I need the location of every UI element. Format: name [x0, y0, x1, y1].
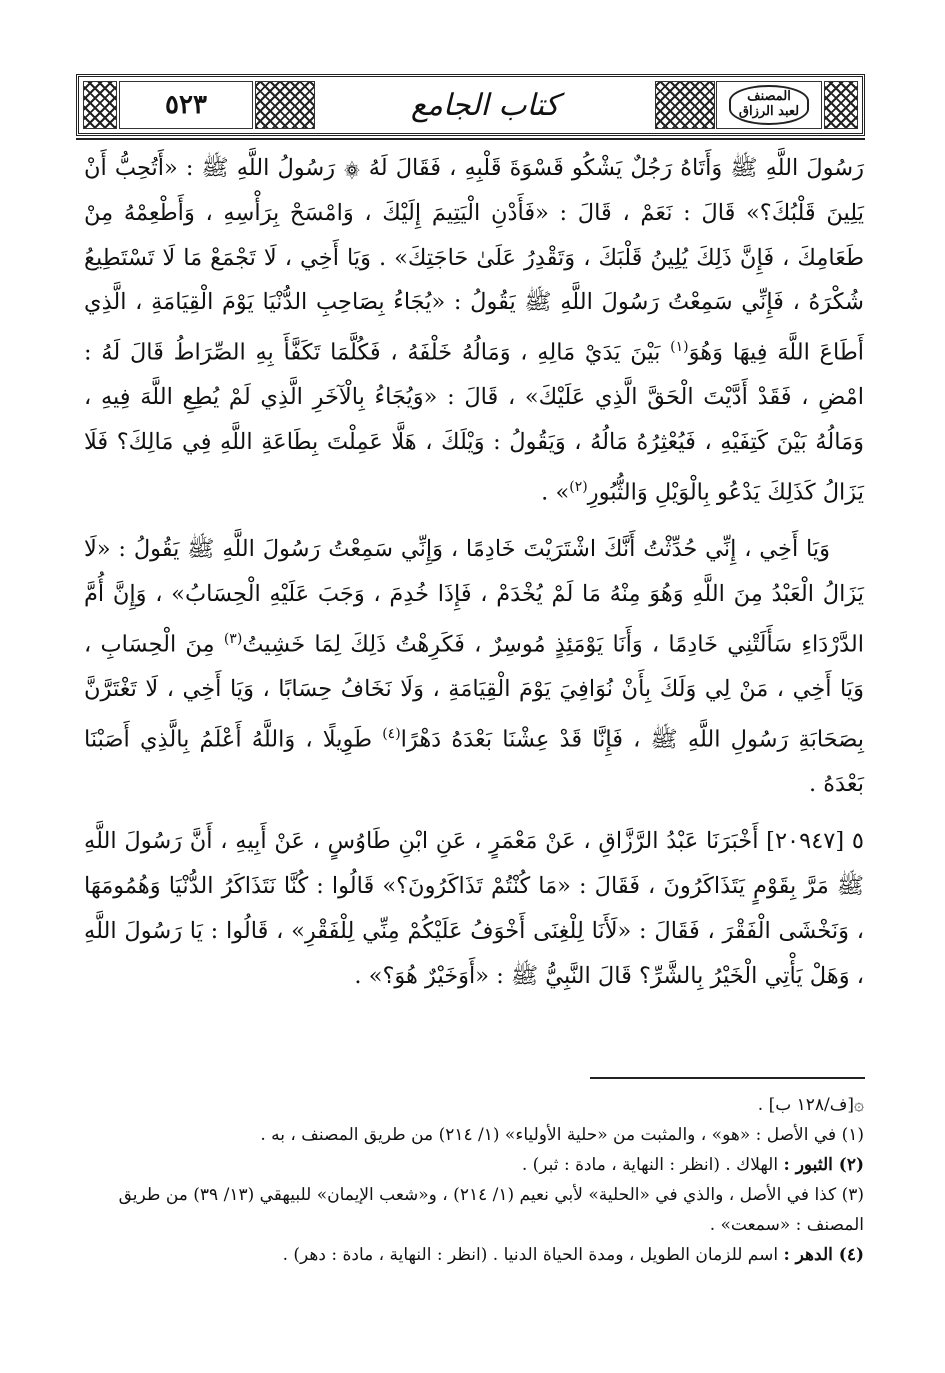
hadith-entry-text: ٥ [٢٠٩٤٧] أَخْبَرَنَا عَبْدُ الرَّزَّاقِ ، عَنْ مَعْمَرٍ ، عَنِ ابْنِ طَاوُسٍ ، عَنْ أَبِيهِ ، أَنَّ رَسُولَ اللَّهِ ﷺ مَرَّ بِقَوْمٍ يَتَذَاكَرُونَ ، فَقَالَ : «مَا كُنْتُمْ تَذَاكَرُونَ؟» قَالُوا : كُنَّا نَتَذَاكَرُ الدُّنْيَا وَهُمُومَهَا ، وَنَخْشَى الْفَقْرَ ، فَقَالَ : «لَأَنَا لِلْغِنَى أَخْوَفُ عَلَيْكُمْ مِنِّي لِلْفَقْرِ» ، قَالُوا : يَا رَسُولَ اللَّهِ ، وَهَلْ يَأْتِي الْخَيْرُ بِالشَّرِّ؟ قَالَ النَّبِيُّ ﷺ : «أَوَخَيْرٌ هُوَ؟» . [84, 828, 865, 989]
footnote-4 [84, 1240, 864, 1270]
paragraph-1-text-c: » . [541, 479, 570, 506]
footnote-4-text: اسم للزمان الطويل ، ومدة الحياة الدنيا . (انظر : النهاية ، مادة : دهر) . [282, 1245, 779, 1265]
seal-line-1: المصنف [747, 89, 791, 105]
paragraph-2-text-c: طَوِيلًا ، وَاللَّهُ أَعْلَمُ بِالَّذِي أَصَبْنَا بَعْدَهُ . [84, 726, 864, 798]
footnote-folio: ۞[ف/١٢٨ ب] . [757, 1095, 864, 1115]
paragraph-2 [84, 527, 864, 807]
footnote-mark-1: (١) [670, 339, 689, 356]
paragraph-2-text-b: مِنَ الْحِسَابِ ، وَيَا أَخِي ، مَنْ لِي وَلَكَ بِأَنْ نُوَافِيَ يَوْمَ الْقِيَامَةِ ، وَلَا نَخَافُ حِسَابًا ، وَيَا أَخِي ، لَا تَغْتَرَّنَّ بِصَحَابَةِ رَسُولِ اللَّهِ ﷺ ، فَإِنَّا قَدْ عِشْنَا بَعْدَهُ دَهْرًا [84, 631, 864, 753]
ornament-left [83, 81, 117, 129]
paragraph-2-text: وَيَا أَخِي ، إِنِّي حُدِّثْتُ أَنَّكَ اشْتَرَيْتَ خَادِمًا ، وَإِنِّي سَمِعْتُ رَسُولَ اللَّهِ ﷺ يَقُولُ : «لَا يَزَالُ الْعَبْدُ مِنَ اللَّهِ وَهُوَ مِنْهُ مَا لَمْ يُخْدَمْ ، فَإِذَا خُدِمَ ، وَجَبَ عَلَيْهِ الْحِسَابُ» ، وَإِنَّ أُمَّ الدَّرْدَاءِ سَأَلَتْنِي خَادِمًا ، وَأَنَا يَوْمَئِذٍ مُوسِرٌ ، فَكَرِهْتُ ذَلِكَ لِمَا خَشِيتُ [84, 536, 865, 658]
footnote-mark-3: (٣) [223, 630, 243, 647]
main-text [84, 146, 864, 998]
footnote-4-term: (٤) الدهر : [783, 1245, 864, 1265]
footnote-rule [590, 1077, 865, 1079]
ornament-center-right [655, 81, 715, 129]
hadith-entry-20947 [84, 819, 864, 998]
footnotes [84, 1090, 864, 1270]
paragraph-1-text: رَسُولَ اللَّهِ ﷺ وَأَتَاهُ رَجُلٌ يَشْكُو قَسْوَةَ قَلْبِهِ ، فَقَالَ لَهُ ۞ رَسُولُ اللَّهِ ﷺ : «أَتُحِبُّ أَنْ يَلِينَ قَلْبُكَ؟» قَالَ : نَعَمْ ، قَالَ : «فَأَدْنِ الْيَتِيمَ إِلَيْكَ ، وَامْسَحْ بِرَأْسِهِ ، وَأَطْعِمْهُ مِنْ طَعَامِكَ ، فَإِنَّ ذَلِكَ يُلِينُ قَلْبَكَ ، وَتَقْدِرُ عَلَىٰ حَاجَتِكَ» . وَيَا أَخِي ، لَا تَجْمَعْ مَا لَا تَسْتَطِيعُ شُكْرَهُ ، فَإِنِّي سَمِعْتُ رَسُولَ اللَّهِ ﷺ يَقُولُ : «يُجَاءُ بِصَاحِبِ الدُّنْيَا يَوْمَ الْقِيَامَةِ ، الَّذِي أَطَاعَ اللَّهَ فِيهَا وَهُوَ [84, 155, 865, 366]
page-number: ٥٢٣ [119, 81, 253, 129]
footnote-mark-2: (٢) [569, 479, 588, 496]
footnote-2-text: الهلاك . (انظر : النهاية ، مادة : ثبر) . [521, 1155, 779, 1175]
book-title: كتاب الجامع [410, 87, 560, 123]
paragraph-1-text-b: بَيْنَ يَدَيْ مَالِهِ ، وَمَالُهُ خَلْفَهُ ، فَكُلَّمَا تَكَفَّأَ بِهِ الصِّرَاطُ قَالَ لَهُ : امْضِ ، فَقَدْ أَدَّيْتَ الْحَقَّ الَّذِي عَلَيْكَ» ، قَالَ : «وَيُجَاءُ بِالْآخَرِ الَّذِي لَمْ يُطِعِ اللَّهَ فِيهِ ، وَمَالُهُ بَيْنَ كَتِفَيْهِ ، فَيُعْثِرُهُ مَالُهُ ، وَيَقُولُ : وَيْلَكَ ، هَلَّا عَمِلْتَ بِطَاعَةِ اللَّهِ فِي مَالِكَ؟ فَلَا يَزَالُ كَذَلِكَ يَدْعُو بِالْوَيْلِ وَالثُّبُورِ [84, 339, 864, 506]
header-rule [76, 138, 865, 140]
footnote-2 [84, 1150, 864, 1180]
footnote-1: (١) في الأصل : «هو» ، والمثبت من «حلية الأولياء» (١/ ٢١٤) من طريق المصنف ، به . [260, 1125, 864, 1145]
footnote-2-term: (٢) الثبور : [783, 1155, 864, 1175]
footnote-3: (٣) كذا في الأصل ، والذي في «الحلية» لأبي نعيم (١/ ٢١٤) ، و«شعب الإيمان» للبيهقي (١٣/ ٣٩) من طريق المصنف : «سمعت» . [118, 1185, 864, 1235]
ornament-center-left [255, 81, 315, 129]
ornament-right [824, 81, 858, 129]
paragraph-1 [84, 146, 864, 515]
page-header [76, 74, 865, 136]
seal-text [729, 85, 809, 125]
seal-line-2: لعبد الرزاق [738, 104, 800, 119]
footnote-mark-4: (٤) [382, 726, 401, 743]
publisher-seal [716, 81, 822, 129]
